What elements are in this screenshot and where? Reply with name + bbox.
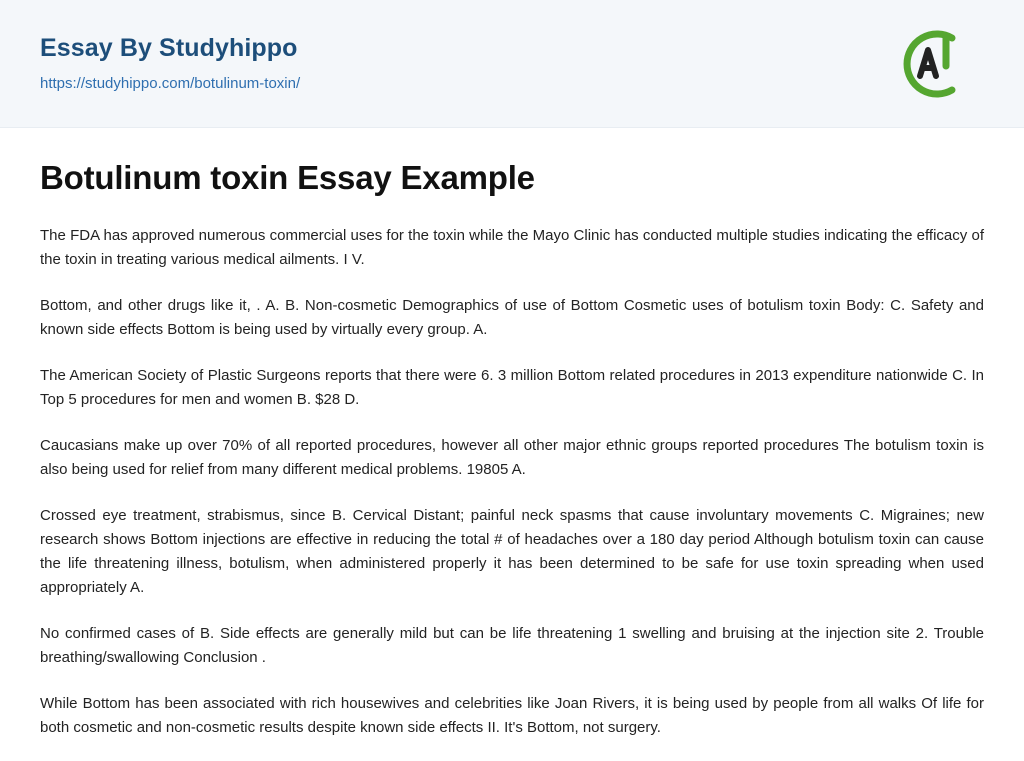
paragraph: No confirmed cases of B. Side effects are generally mild but can be life threatening 1 swelling and bruising at the injection site 2. Trouble breathing/swallowing Conclusion . [40, 624, 984, 666]
source-url-link[interactable]: https://studyhippo.com/botulinum-toxin/ [40, 74, 301, 92]
paragraph: Crossed eye treatment, strabismus, since B. Cervical Distant; painful neck spasms that cause involuntary movements C. Migraines; new research shows Bottom injections are effective in reducing the total # of headaches over a 180 day period Although botulism toxin can cause the life threatening illness, botulism, when administered properly it has been determined to be safe for use toxin spreading when used appropriately A. [40, 506, 984, 596]
paragraph: While Bottom has been associated with rich housewives and celebrities like Joan Rivers, it is being used by people from all walks Of life for both cosmetic and non-cosmetic results despite known side effects II. It's Bottom, not surgery. [40, 694, 984, 736]
brand-block [40, 35, 300, 92]
paragraph: The FDA has approved numerous commercial uses for the toxin while the Mayo Clinic has conducted multiple studies indicating the efficacy of the toxin in treating various medical ailments. I V. [40, 226, 984, 268]
studyhippo-logo-icon [880, 16, 976, 112]
article-body [0, 128, 1024, 740]
paragraph: The American Society of Plastic Surgeons reports that there were 6. 3 million Bottom related procedures in 2013 expenditure nationwide C. In Top 5 procedures for men and women B. $28 D. [40, 366, 984, 408]
paragraph: Bottom, and other drugs like it, . A. B. Non-cosmetic Demographics of use of Bottom Cosmetic uses of botulism toxin Body: C. Safety and known side effects Bottom is being used by virtually every group. A. [40, 296, 984, 338]
site-header [0, 0, 1024, 128]
page-title: Botulinum toxin Essay Example [40, 159, 535, 196]
paragraph: Caucasians make up over 70% of all reported procedures, however all other major ethnic groups reported procedures The botulism toxin is also being used for relief from many different medical problems. 19805 A. [40, 436, 984, 478]
brand-title: Essay By Studyhippo [40, 34, 298, 62]
